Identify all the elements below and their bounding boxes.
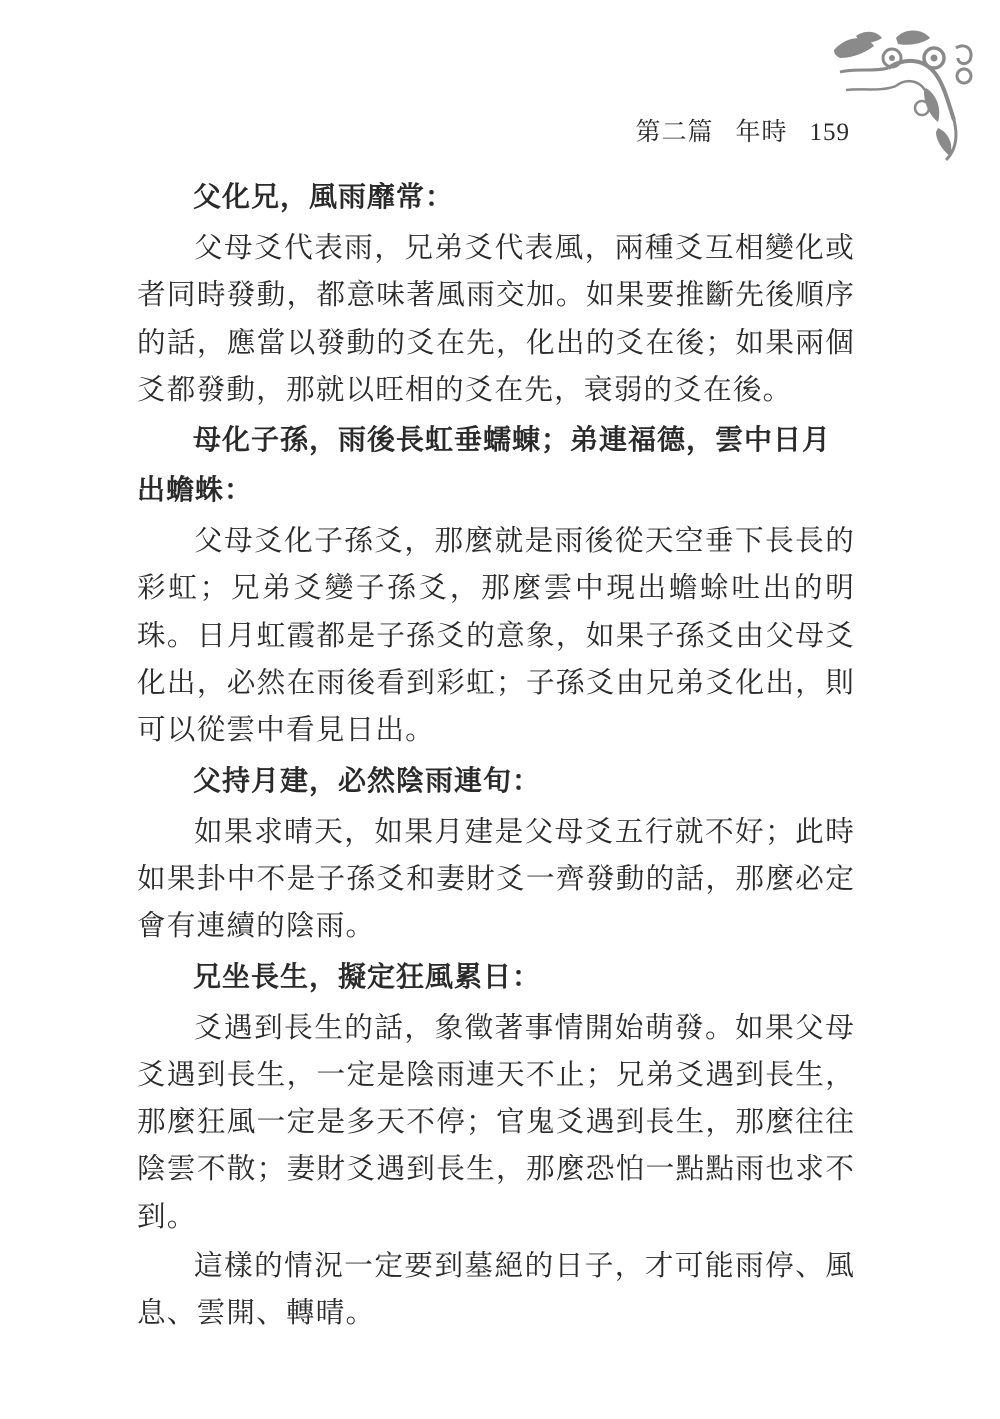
- paragraph: 如果求晴天，如果月建是父母爻五行就不好；此時如果卦中不是子孫爻和妻財爻一齊發動的話，那麼必定會有連續的陰雨。: [137, 813, 855, 943]
- chapter-label: 年時: [735, 117, 788, 146]
- section-heading: 兄坐長生，擬定狂風累日：: [193, 959, 542, 993]
- paragraph: 爻遇到長生的話，象徵著事情開始萌發。如果父母爻遇到長生，一定是陰雨連天不止；兄弟爻遇到長生，那麼狂風一定是多天不停；官鬼爻遇到長生，那麼往往陰雲不散；妻財爻遇到長生，那麼恐怕一點點雨也求不到。: [137, 1009, 855, 1233]
- section-label: 第二篇: [635, 117, 714, 146]
- page-body: [137, 172, 855, 1339]
- section-heading: 母化子孫，雨後長虹垂蠕蝀；弟連福德，雲中日月出蟾蛛：: [137, 423, 832, 507]
- paragraph: 這樣的情況一定要到墓絕的日子，才可能雨停、風息、雲開、轉晴。: [137, 1248, 855, 1330]
- section-heading: 父持月建，必然陰雨連旬：: [193, 763, 542, 797]
- paragraph: 父母爻代表雨，兄弟爻代表風，兩種爻互相變化或者同時發動，都意味著風雨交加。如果要推斷先後順序的話，應當以發動的爻在先，化出的爻在後；如果兩個爻都發動，那就以旺相的爻在先，衰弱的爻在後。: [137, 230, 855, 406]
- running-header: [0, 112, 850, 148]
- section-heading: 父化兄，風雨靡常：: [193, 180, 455, 213]
- paragraph: 父母爻化子孫爻，那麼就是雨後從天空垂下長長的彩虹；兄弟爻變子孫爻，那麼雲中現出蟾蜍吐出的明珠。日月虹霞都是子孫爻的意象，如果子孫爻由父母爻化出，必然在雨後看到彩虹；子孫爻由兄弟爻化出，則可以從雲中看見日出。: [137, 523, 855, 747]
- page-number: 159: [809, 119, 850, 146]
